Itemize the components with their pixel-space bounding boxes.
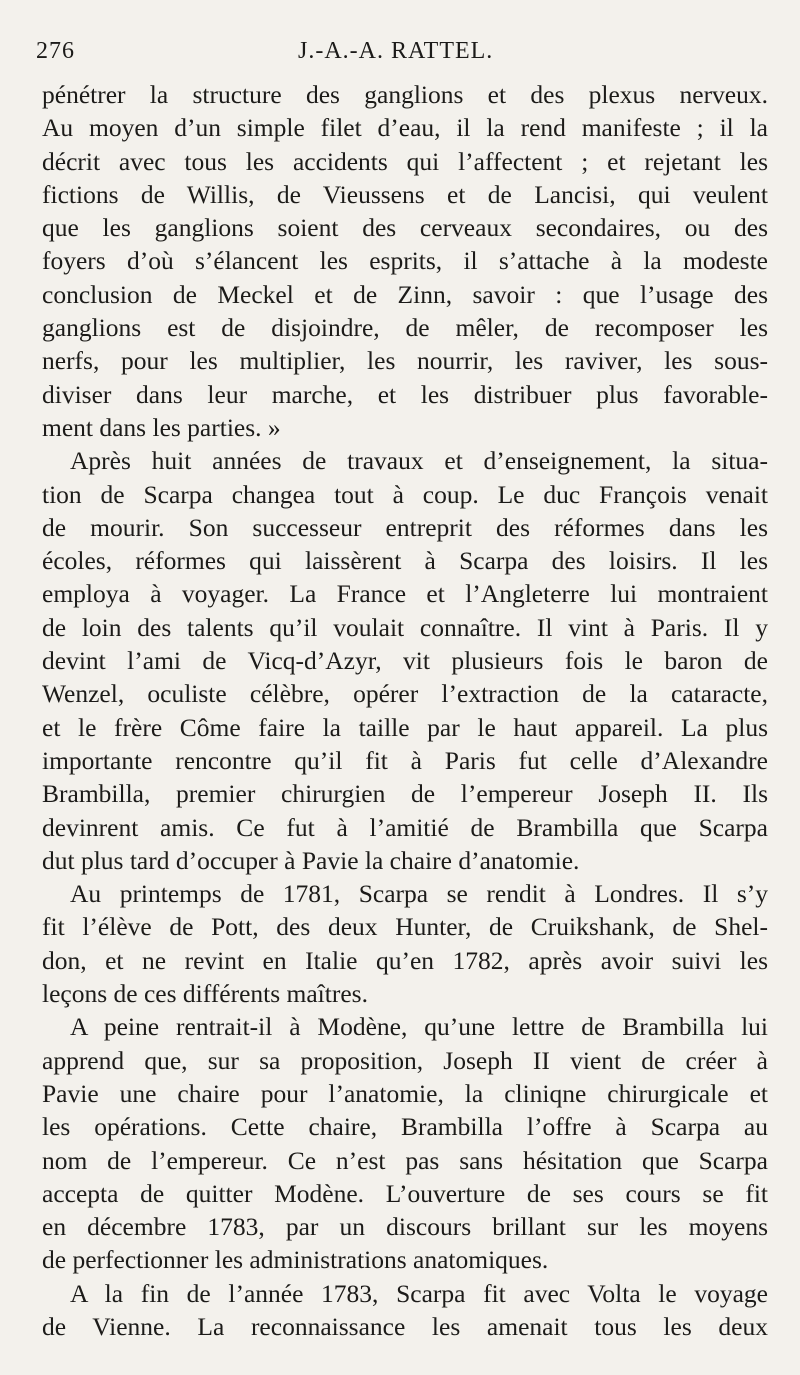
text-line: conclusion de Meckel et de Zinn, savoir : que l’usage des: [42, 279, 768, 309]
text-line: fit l’élève de Pott, des deux Hunter, de Cruikshank, de Shel-: [42, 912, 768, 942]
text-line: de loin des talents qu’il voulait connaître. Il vint à Paris. Il y: [42, 612, 768, 642]
text-line: écoles, réformes qui laissèrent à Scarpa des loisirs. Il les: [42, 546, 768, 576]
text-line: de mourir. Son successeur entreprit des réformes dans les: [42, 512, 768, 542]
text-line: que les ganglions soient des cerveaux secondaires, ou des: [42, 213, 768, 243]
body-text: [42, 78, 768, 1343]
page-number: 276: [36, 38, 75, 64]
running-head: J.-A.-A. RATTEL.: [298, 38, 494, 64]
text-line: pénétrer la structure des ganglions et des plexus nerveux.: [42, 80, 768, 109]
text-line: fictions de Willis, de Vieussens et de Lancisi, qui veulent: [42, 179, 768, 209]
page-header: [36, 38, 766, 70]
text-line: foyers d’où s’élancent les esprits, il s’attache à la modeste: [42, 246, 768, 276]
text-line: décrit avec tous les accidents qui l’affectent ; et rejetant les: [42, 146, 768, 176]
text-line: A la fin de l’année 1783, Scarpa fit avec Volta le voyage: [70, 1278, 768, 1308]
text-line: dut plus tard d’occuper à Pavie la chaire d’anatomie.: [42, 845, 580, 875]
text-line: leçons de ces différents maîtres.: [42, 979, 368, 1009]
text-line: les opérations. Cette chaire, Brambilla l’offre à Scarpa au: [42, 1112, 768, 1142]
text-line: tion de Scarpa changea tout à coup. Le duc François venait: [42, 479, 768, 509]
text-line: A peine rentrait-il à Modène, qu’une lettre de Brambilla lui: [70, 1012, 768, 1042]
text-line: et le frère Côme faire la taille par le haut appareil. La plus: [42, 712, 768, 742]
text-line: devinrent amis. Ce fut à l’amitié de Brambilla que Scarpa: [42, 812, 768, 842]
text-line: Wenzel, oculiste célèbre, opérer l’extraction de la cataracte,: [42, 679, 768, 709]
text-line: Brambilla, premier chirurgien de l’empereur Joseph II. Ils: [42, 779, 768, 809]
text-line: Au moyen d’un simple filet d’eau, il la rend manifeste ; il la: [42, 113, 768, 143]
text-line: importante rencontre qu’il fit à Paris fut celle d’Alexandre: [42, 745, 768, 775]
text-line: nerfs, pour les multiplier, les nourrir, les raviver, les sous-: [42, 346, 768, 376]
text-line: ment dans les parties. »: [42, 412, 281, 442]
text-line: Au printemps de 1781, Scarpa se rendit à Londres. Il s’y: [70, 879, 768, 909]
text-line: apprend que, sur sa proposition, Joseph II vient de créer à: [42, 1045, 768, 1075]
text-line: ganglions est de disjoindre, de mêler, de recomposer les: [42, 313, 768, 343]
text-line: en décembre 1783, par un discours brillant sur les moyens: [42, 1212, 768, 1242]
text-line: de Vienne. La reconnaissance les amenait tous les deux: [42, 1311, 768, 1341]
text-line: nom de l’empereur. Ce n’est pas sans hésitation que Scarpa: [42, 1145, 768, 1175]
text-line: Pavie une chaire pour l’anatomie, la cliniqne chirurgicale et: [42, 1078, 768, 1108]
text-line: employa à voyager. La France et l’Angleterre lui montraient: [42, 579, 768, 609]
text-line: accepta de quitter Modène. L’ouverture de ses cours se fit: [42, 1178, 768, 1208]
text-line: devint l’ami de Vicq-d’Azyr, vit plusieurs fois le baron de: [42, 646, 768, 676]
text-line: diviser dans leur marche, et les distribuer plus favorable-: [42, 379, 768, 409]
text-line: Après huit années de travaux et d’enseignement, la situa-: [70, 446, 768, 476]
text-line: don, et ne revint en Italie qu’en 1782, après avoir suivi les: [42, 945, 768, 975]
text-line: de perfectionner les administrations anatomiques.: [42, 1245, 549, 1275]
